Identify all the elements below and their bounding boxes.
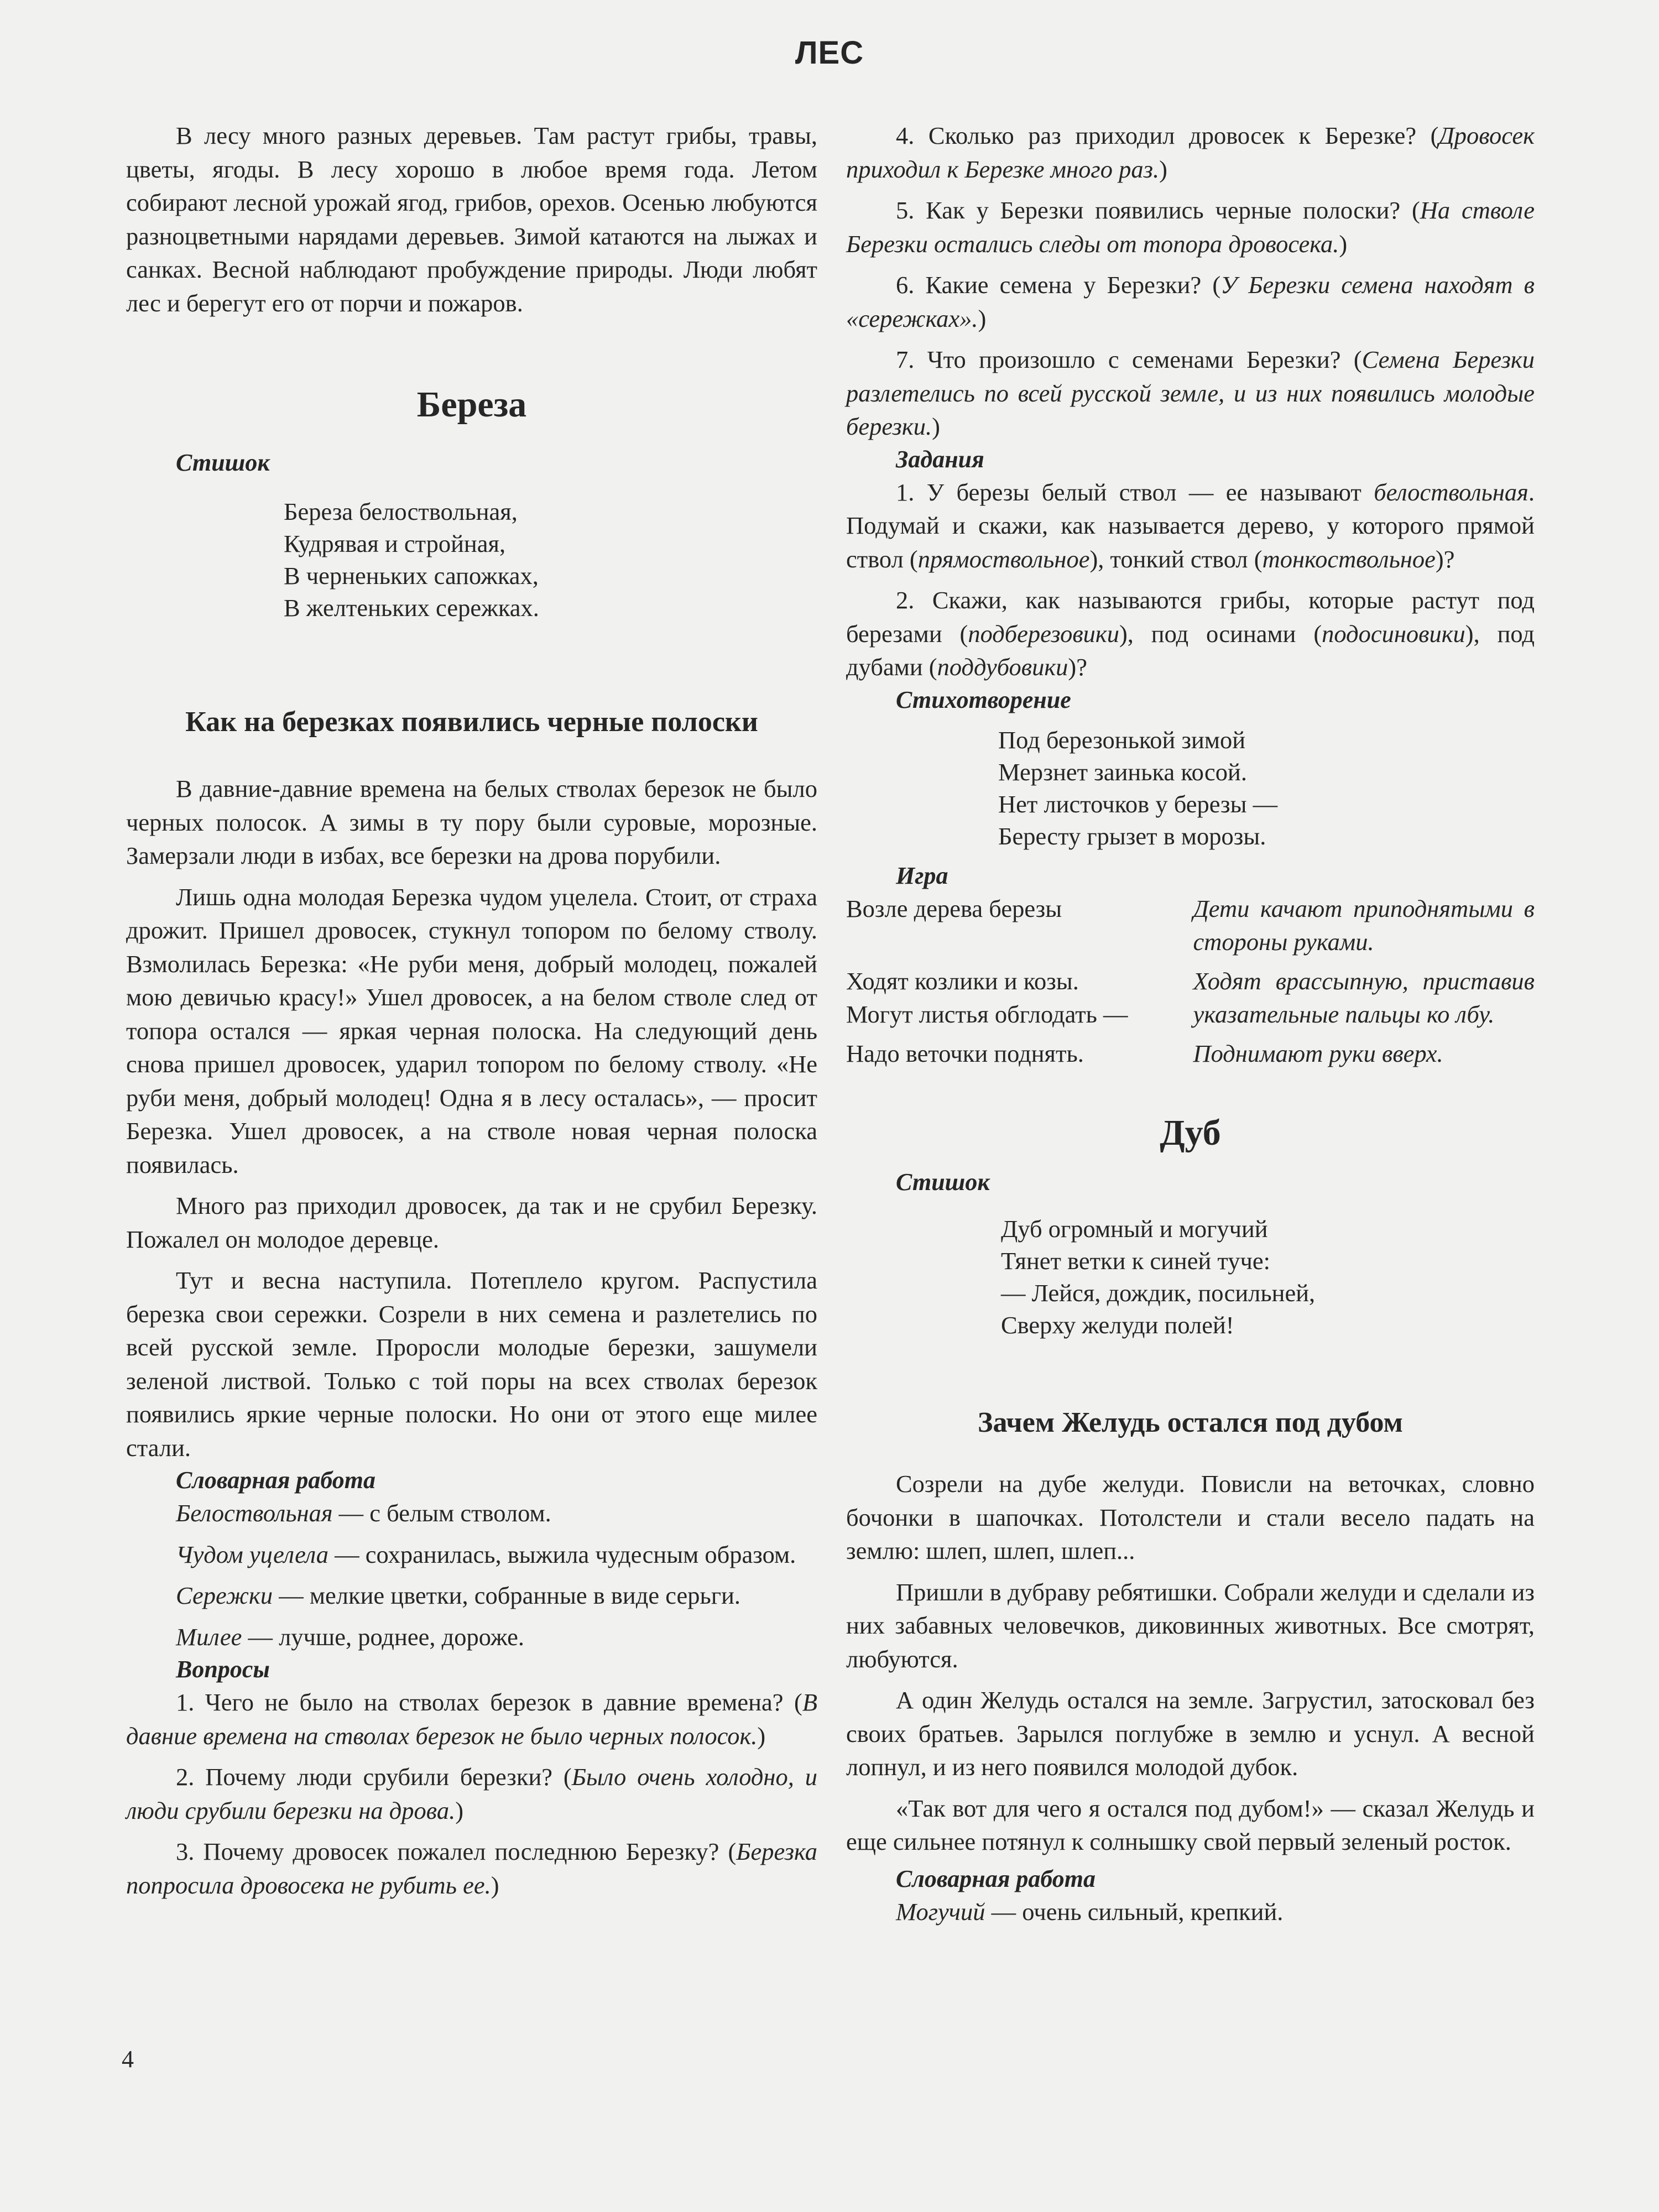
task-item: 2. Скажи, как называются грибы, которые растут под березами (подберезовики), под осинами (подосиновики), под дубами (поддубовики)?	[846, 586, 1535, 681]
game-line: Ходят козлики и козы. Могут листья обглодать —	[846, 967, 1128, 1028]
tasks-label: Задания	[896, 445, 984, 473]
game-label: Игра	[896, 862, 948, 889]
task-item: 1. У березы белый ствол — ее называют белоствольная. Подумай и скажи, как называется дерево, у которого прямой ствол (прямоствольное), тонкий ствол (тонкоствольное)?	[846, 478, 1535, 573]
question-item: 6. Какие семена у Березки? (У Березки семена находят в «сережках».)	[846, 271, 1535, 332]
poem-line: Тянет ветки к синей туче:	[1001, 1247, 1271, 1275]
poem-line: Под березонькой зимой	[998, 726, 1246, 754]
poem-line: В желтеньких сережках.	[284, 594, 539, 622]
question-item: 3. Почему дровосек пожалел последнюю Березку? (Березка попросила дровосека не рубить ее.)	[126, 1838, 817, 1899]
question-item: 2. Почему люди срубили березки? (Было очень холодно, и люди срубили березки на дрова.)	[126, 1763, 817, 1824]
question-item: 5. Как у Березки появились черные полоски? (На стволе Березки остались следы от топора дровосека.)	[846, 196, 1535, 258]
intro-paragraph: В лесу много разных деревьев. Там растут грибы, травы, цветы, ягоды. В лесу хорошо в любое время года. Летом собирают лесной урожай ягод, грибов, орехов. Осенью любуются разноцветными нарядами деревьев. Зимой катаются на лыжах и санках. Весной наблюдают пробуждение природы. Люди любят лес и берегут его от порчи и пожаров.	[126, 122, 817, 317]
poem-line: В черненьких сапожках,	[284, 562, 539, 589]
poem-line: Береза белоствольная,	[284, 498, 518, 525]
vocab-item: Милее — лучше, роднее, дороже.	[176, 1623, 524, 1651]
game-line: Надо веточки поднять.	[846, 1039, 1084, 1067]
question-item: 4. Сколько раз приходил дровосек к Березке? (Дровосек приходил к Березке много раз.)	[846, 122, 1535, 183]
story-paragraph: В давние-давние времена на белых стволах березок не было черных полосок. А зимы в ту пору были суровые, морозные. Замерзали люди в избах, все березки на дрова порубили.	[126, 775, 817, 869]
acorn-story-heading: Зачем Желудь остался под дубом	[978, 1407, 1403, 1438]
game-line: Возле дерева березы	[846, 894, 1062, 922]
game-table	[846, 892, 1535, 1071]
story-heading: Как на березках появились черные полоски	[185, 706, 758, 738]
question-item: 7. Что произошло с семенами Березки? (Семена Березки разлетелись по всей русской земле, и из них появились молодые березки.)	[846, 346, 1535, 440]
poem3-label: Стишок	[896, 1168, 990, 1196]
poem-label: Стишок	[176, 449, 270, 476]
poem-line: Кудрявая и стройная,	[284, 530, 506, 557]
vocab2-label: Словарная работа	[896, 1865, 1095, 1892]
poem-line: Мерзнет заинька косой.	[998, 758, 1247, 786]
poem-line: Нет листочков у березы —	[998, 790, 1278, 818]
oak-poem	[846, 1213, 1535, 1341]
game-action: Дети качают приподнятыми в стороны руками.	[1193, 894, 1535, 956]
oak-heading: Дуб	[1160, 1113, 1221, 1153]
vocab-label: Словарная работа	[176, 1467, 375, 1494]
poem2-label: Стихотворение	[896, 686, 1071, 713]
left-column	[126, 119, 817, 1902]
poem-line: Дуб огромный и могучий	[1001, 1215, 1268, 1243]
poem-line: Сверху желуди полей!	[1001, 1311, 1234, 1339]
story-paragraph: Пришли в дубраву ребятишки. Собрали желуди и сделали из них забавных человечков, диковинных животных. Все смотрят, любуются.	[846, 1578, 1535, 1673]
game-action: Ходят врассыпную, приставив указательные пальцы ко лбу.	[1193, 967, 1535, 1028]
winter-poem	[846, 724, 1535, 852]
poem-line: Бересту грызет в морозы.	[998, 822, 1266, 850]
vocab-item: Чудом уцелела — сохранилась, выжила чудесным образом.	[176, 1540, 796, 1568]
acorn-story-text	[846, 1467, 1535, 1859]
right-column	[846, 119, 1535, 1928]
story-paragraph: Много раз приходил дровосек, да так и не срубил Березку. Пожалел он молодое деревце.	[126, 1192, 817, 1253]
story-paragraph: Созрели на дубе желуди. Повисли на веточках, словно бочонки в шапочках. Потолстели и стали весело падать на землю: шлеп, шлеп, шлеп...	[846, 1470, 1535, 1564]
question-item: 1. Чего не было на стволах березок в давние времена? (В давние времена на стволах березок не было черных полосок.)	[126, 1688, 817, 1750]
story-paragraph: Лишь одна молодая Березка чудом уцелела. Стоит, от страха дрожит. Пришел дровосек, стукнул топором по белому стволу. Взмолилась Березка: «Не руби меня, добрый молодец, пожалей мою девичью красу!» Ушел дровосек, а на белом стволе след от топора остался — яркая черная полоска. На следующий день снова пришел дровосек, ударил топором по белому стволу. «Не руби меня, добрый молодец! Одна я в лесу осталась», — просит Березка. Ушел дровосек, а на стволе новая черная полоска появилась.	[126, 883, 817, 1178]
story-paragraph: Тут и весна наступила. Потеплело кругом. Распустила березка свои сережки. Созрели в них семена и разлетелись по всей русской земле. Проросли молодые березки, зашумели зеленой листвой. Только с той поры на всех стволах березок появились яркие черные полоски. Но они от этого еще милее стали.	[126, 1266, 817, 1462]
birch-heading: Береза	[416, 384, 527, 425]
page-header: ЛЕС	[795, 35, 864, 71]
vocab-item: Сережки — мелкие цветки, собранные в виде серьги.	[176, 1582, 741, 1609]
vocab-item: Белоствольная — с белым стволом.	[176, 1499, 551, 1527]
poem-line: — Лейся, дождик, посильней,	[1001, 1279, 1316, 1307]
story-paragraph: «Так вот для чего я остался под дубом!» — сказал Желудь и еще сильнее потянул к солнышку свой первый зеленый росток.	[846, 1794, 1535, 1855]
page-number: 4	[122, 2046, 134, 2073]
vocab-item: Могучий — очень сильный, крепкий.	[896, 1897, 1284, 1926]
story-paragraph: А один Желудь остался на земле. Загрустил, затосковал без своих братьев. Зарылся поглубже в землю и уснул. А весной лопнул, и из него появился молодой дубок.	[846, 1686, 1535, 1781]
game-action: Поднимают руки вверх.	[1193, 1039, 1443, 1067]
questions-label: Вопросы	[176, 1656, 270, 1683]
birch-poem	[126, 495, 817, 624]
story-text	[126, 772, 817, 1464]
